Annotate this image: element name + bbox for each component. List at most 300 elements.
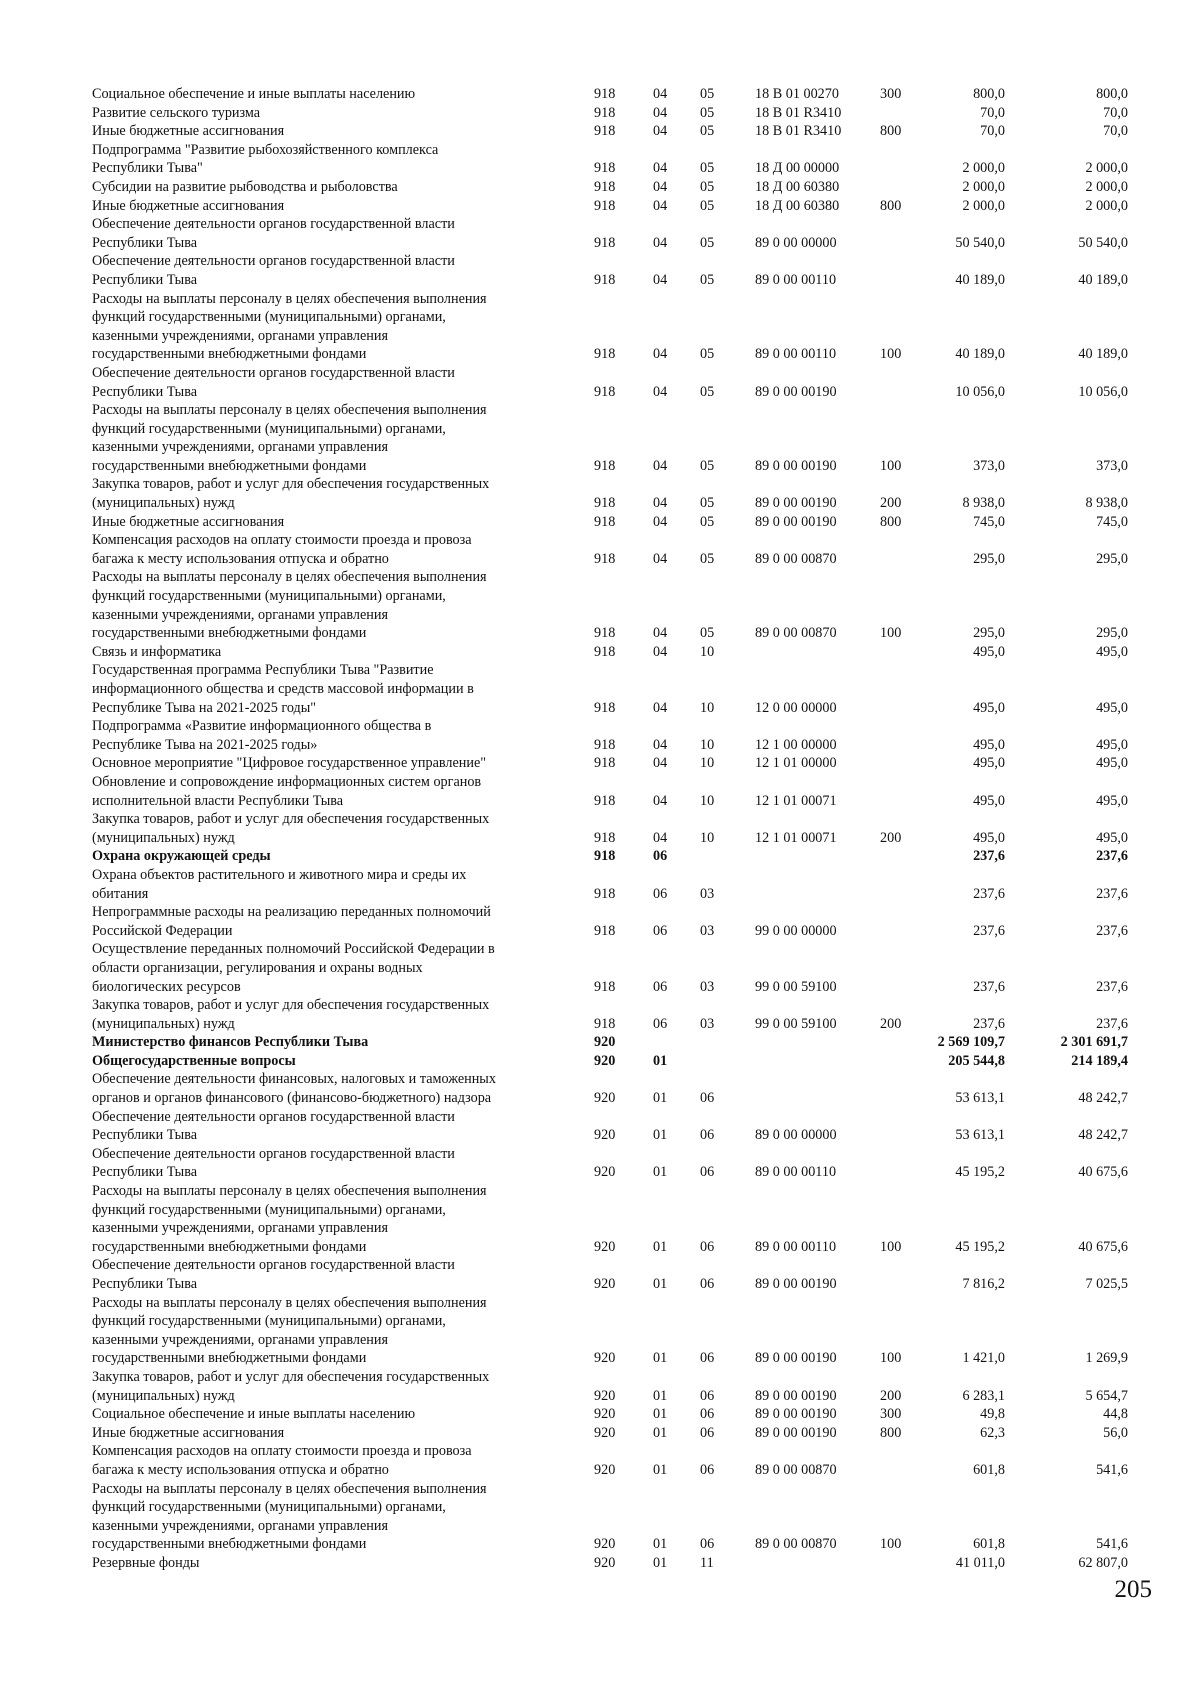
admin-code: 920 bbox=[594, 1424, 616, 1441]
row-name: Субсидии на развитие рыбоводства и рыболовства bbox=[92, 178, 398, 195]
target-article-code: 89 0 00 00870 bbox=[755, 625, 837, 642]
table-row bbox=[0, 1145, 1200, 1182]
row-name: Социальное обеспечение и иные выплаты населению bbox=[92, 1406, 416, 1423]
amount-year-2: 40 189,0 bbox=[1078, 271, 1128, 288]
row-name: Закупка товаров, работ и услуг для обеспечения государственных (муниципальных) нужд bbox=[92, 1368, 490, 1404]
expense-type-code: 200 bbox=[880, 1015, 902, 1032]
target-article-code: 99 0 00 59100 bbox=[755, 1015, 837, 1032]
table-row bbox=[0, 643, 1200, 662]
subsection-code: 05 bbox=[700, 234, 715, 251]
target-article-code: 89 0 00 00110 bbox=[755, 1238, 837, 1255]
subsection-code: 11 bbox=[700, 1554, 714, 1571]
section-code: 04 bbox=[653, 457, 668, 474]
amount-year-2: 237,6 bbox=[1096, 848, 1128, 865]
table-row bbox=[0, 475, 1200, 512]
subsection-code: 05 bbox=[700, 160, 715, 177]
section-code: 01 bbox=[653, 1536, 668, 1553]
table-row bbox=[0, 1108, 1200, 1145]
amount-year-2: 62 807,0 bbox=[1078, 1554, 1128, 1571]
target-article-code: 89 0 00 00190 bbox=[755, 1276, 837, 1292]
target-article-code: 89 0 00 00190 bbox=[755, 383, 837, 400]
row-name: Общегосударственные вопросы bbox=[92, 1052, 296, 1069]
row-name: Иные бюджетные ассигнования bbox=[92, 1424, 285, 1441]
target-article-code: 89 0 00 00000 bbox=[755, 1127, 837, 1144]
amount-year-2: 8 938,0 bbox=[1085, 495, 1128, 512]
amount-year-1: 295,0 bbox=[973, 625, 1005, 642]
subsection-code: 03 bbox=[700, 1015, 715, 1032]
amount-year-2: 237,6 bbox=[1096, 978, 1128, 995]
amount-year-1: 495,0 bbox=[973, 736, 1005, 753]
amount-year-1: 495,0 bbox=[973, 643, 1005, 660]
row-name: Обеспечение деятельности финансовых, налоговых и таможенных органов и органов финансового (финансово-бюджетного) надзора bbox=[92, 1071, 496, 1107]
amount-year-1: 237,6 bbox=[973, 1015, 1005, 1032]
table-row bbox=[0, 252, 1200, 289]
row-name: Непрограммные расходы на реализацию переданных полномочий Российской Федерации bbox=[92, 904, 491, 939]
row-name: Закупка товаров, работ и услуг для обеспечения государственных (муниципальных) нужд bbox=[92, 476, 490, 512]
row-name: Расходы на выплаты персоналу в целях обеспечения выполнения функций государственными (муниципальными) органами, казенными учреждениями, органами управления государственными внебюджетными фондами bbox=[92, 569, 487, 642]
amount-year-1: 62,3 bbox=[980, 1424, 1005, 1441]
section-code: 04 bbox=[653, 178, 668, 195]
row-name: Резервные фонды bbox=[92, 1554, 200, 1571]
table-row bbox=[0, 141, 1200, 178]
amount-year-2: 495,0 bbox=[1096, 736, 1128, 753]
row-name: Государственная программа Республики Тыва "Развитие информационного общества и средств массовой информации в Республике Тыва на 2021-2025 годы" bbox=[92, 662, 474, 716]
table-row bbox=[0, 1405, 1200, 1424]
table-row bbox=[0, 568, 1200, 642]
table-row bbox=[0, 513, 1200, 532]
page-number: 205 bbox=[1114, 1576, 1152, 1603]
amount-year-2: 40 675,6 bbox=[1078, 1164, 1128, 1181]
amount-year-2: 56,0 bbox=[1103, 1424, 1128, 1441]
target-article-code: 89 0 00 00190 bbox=[755, 1350, 837, 1367]
table-row bbox=[0, 531, 1200, 568]
amount-year-1: 295,0 bbox=[973, 550, 1005, 567]
expense-type-code: 100 bbox=[880, 457, 902, 474]
amount-year-1: 495,0 bbox=[973, 792, 1005, 809]
section-code: 04 bbox=[653, 383, 668, 400]
subsection-code: 10 bbox=[700, 699, 715, 716]
table-row bbox=[0, 810, 1200, 847]
target-article-code: 89 0 00 00000 bbox=[755, 234, 837, 251]
section-code: 06 bbox=[653, 922, 668, 939]
target-article-code: 18 В 01 R3410 bbox=[755, 123, 842, 140]
admin-code: 918 bbox=[594, 234, 616, 251]
subsection-code: 05 bbox=[700, 86, 715, 102]
admin-code: 918 bbox=[594, 104, 616, 121]
subsection-code: 05 bbox=[700, 271, 715, 288]
row-name: Расходы на выплаты персоналу в целях обеспечения выполнения функций государственными (муниципальными) органами, казенными учреждениями, органами управления государственными внебюджетными фондами bbox=[92, 1294, 487, 1367]
subsection-code: 06 bbox=[700, 1406, 715, 1423]
amount-year-2: 295,0 bbox=[1096, 625, 1128, 642]
amount-year-1: 601,8 bbox=[973, 1461, 1005, 1478]
admin-code: 920 bbox=[594, 1387, 616, 1404]
subsection-code: 10 bbox=[700, 792, 715, 809]
amount-year-1: 237,6 bbox=[973, 922, 1005, 939]
row-name: Закупка товаров, работ и услуг для обеспечения государственных (муниципальных) нужд bbox=[92, 997, 490, 1032]
admin-code: 918 bbox=[594, 495, 616, 512]
target-article-code: 89 0 00 00190 bbox=[755, 1424, 837, 1441]
table-row bbox=[0, 178, 1200, 197]
section-code: 04 bbox=[653, 160, 668, 177]
expense-type-code: 100 bbox=[880, 1350, 902, 1367]
table-row bbox=[0, 717, 1200, 754]
admin-code: 920 bbox=[594, 1406, 616, 1423]
amount-year-2: 2 000,0 bbox=[1085, 178, 1128, 195]
admin-code: 920 bbox=[594, 1276, 616, 1292]
amount-year-1: 41 011,0 bbox=[955, 1554, 1005, 1571]
amount-year-2: 1 269,9 bbox=[1085, 1350, 1128, 1367]
expense-type-code: 100 bbox=[880, 1536, 902, 1553]
section-code: 04 bbox=[653, 736, 668, 753]
target-article-code: 89 0 00 00110 bbox=[755, 346, 837, 363]
table-row bbox=[0, 1424, 1200, 1443]
subsection-code: 06 bbox=[700, 1387, 715, 1404]
target-article-code: 12 1 01 00000 bbox=[755, 755, 837, 772]
admin-code: 918 bbox=[594, 513, 616, 530]
table-row bbox=[0, 847, 1200, 866]
admin-code: 918 bbox=[594, 383, 616, 400]
row-name: Развитие сельского туризма bbox=[92, 104, 261, 121]
admin-code: 920 bbox=[594, 1238, 616, 1255]
section-code: 04 bbox=[653, 197, 668, 214]
table-row bbox=[0, 290, 1200, 364]
admin-code: 920 bbox=[594, 1554, 616, 1571]
table-row bbox=[0, 1052, 1200, 1071]
amount-year-1: 40 189,0 bbox=[955, 346, 1005, 363]
section-code: 01 bbox=[653, 1350, 668, 1367]
admin-code: 920 bbox=[594, 1350, 616, 1367]
section-code: 01 bbox=[653, 1406, 668, 1423]
section-code: 04 bbox=[653, 625, 668, 642]
subsection-code: 10 bbox=[700, 736, 715, 753]
budget-table bbox=[0, 85, 1200, 1573]
subsection-code: 06 bbox=[700, 1238, 715, 1255]
row-name: Министерство финансов Республики Тыва bbox=[92, 1034, 369, 1051]
amount-year-2: 10 056,0 bbox=[1078, 383, 1128, 400]
amount-year-1: 10 056,0 bbox=[955, 383, 1005, 400]
subsection-code: 05 bbox=[700, 383, 715, 400]
target-article-code: 89 0 00 00110 bbox=[755, 1164, 837, 1181]
target-article-code: 89 0 00 00190 bbox=[755, 1387, 837, 1404]
table-row bbox=[0, 1070, 1200, 1107]
expense-type-code: 300 bbox=[880, 1406, 902, 1423]
row-name: Иные бюджетные ассигнования bbox=[92, 197, 285, 214]
row-name: Расходы на выплаты персоналу в целях обеспечения выполнения функций государственными (муниципальными) органами, казенными учреждениями, органами управления государственными внебюджетными фондами bbox=[92, 1480, 487, 1553]
amount-year-1: 1 421,0 bbox=[962, 1350, 1005, 1367]
section-code: 01 bbox=[653, 1424, 668, 1441]
section-code: 01 bbox=[653, 1387, 668, 1404]
subsection-code: 05 bbox=[700, 178, 715, 195]
subsection-code: 03 bbox=[700, 885, 715, 902]
target-article-code: 18 Д 00 60380 bbox=[755, 197, 840, 214]
table-row bbox=[0, 1368, 1200, 1405]
admin-code: 918 bbox=[594, 922, 616, 939]
amount-year-1: 2 000,0 bbox=[962, 178, 1005, 195]
amount-year-1: 2 000,0 bbox=[962, 160, 1005, 177]
target-article-code: 18 В 01 00270 bbox=[755, 86, 839, 102]
expense-type-code: 200 bbox=[880, 1387, 902, 1404]
row-name: Осуществление переданных полномочий Российской Федерации в области организации, регулирования и охраны водных биологических ресурсов bbox=[92, 941, 495, 995]
admin-code: 920 bbox=[594, 1052, 616, 1069]
expense-type-code: 800 bbox=[880, 1424, 902, 1441]
amount-year-1: 45 195,2 bbox=[955, 1164, 1005, 1181]
amount-year-2: 50 540,0 bbox=[1078, 234, 1128, 251]
section-code: 04 bbox=[653, 550, 668, 567]
amount-year-1: 237,6 bbox=[973, 848, 1005, 865]
row-name: Обеспечение деятельности органов государственной власти Республики Тыва bbox=[92, 216, 455, 251]
section-code: 01 bbox=[653, 1164, 668, 1181]
amount-year-1: 8 938,0 bbox=[962, 495, 1005, 512]
expense-type-code: 800 bbox=[880, 513, 902, 530]
row-name: Иные бюджетные ассигнования bbox=[92, 513, 285, 530]
subsection-code: 05 bbox=[700, 513, 715, 530]
section-code: 04 bbox=[653, 104, 668, 121]
amount-year-1: 495,0 bbox=[973, 829, 1005, 846]
target-article-code: 99 0 00 00000 bbox=[755, 922, 837, 939]
section-code: 04 bbox=[653, 513, 668, 530]
table-row bbox=[0, 215, 1200, 252]
amount-year-1: 2 569 109,7 bbox=[937, 1034, 1005, 1051]
subsection-code: 05 bbox=[700, 550, 715, 567]
subsection-code: 10 bbox=[700, 755, 715, 772]
section-code: 01 bbox=[653, 1238, 668, 1255]
section-code: 04 bbox=[653, 123, 668, 140]
admin-code: 918 bbox=[594, 86, 616, 102]
target-article-code: 89 0 00 00870 bbox=[755, 1536, 837, 1553]
admin-code: 920 bbox=[594, 1090, 616, 1107]
amount-year-1: 205 544,8 bbox=[948, 1052, 1005, 1069]
amount-year-2: 44,8 bbox=[1103, 1406, 1128, 1423]
amount-year-1: 40 189,0 bbox=[955, 271, 1005, 288]
subsection-code: 06 bbox=[700, 1090, 715, 1107]
table-row bbox=[0, 364, 1200, 401]
amount-year-2: 495,0 bbox=[1096, 699, 1128, 716]
amount-year-2: 295,0 bbox=[1096, 550, 1128, 567]
row-name: Подпрограмма «Развитие информационного общества в Республике Тыва на 2021-2025 годы» bbox=[92, 718, 432, 753]
amount-year-2: 40 189,0 bbox=[1078, 346, 1128, 363]
amount-year-1: 373,0 bbox=[973, 457, 1005, 474]
subsection-code: 06 bbox=[700, 1276, 715, 1292]
table-row bbox=[0, 1294, 1200, 1368]
table-row bbox=[0, 903, 1200, 940]
row-name: Обеспечение деятельности органов государственной власти Республики Тыва bbox=[92, 1145, 455, 1181]
amount-year-2: 5 654,7 bbox=[1085, 1387, 1128, 1404]
table-row bbox=[0, 773, 1200, 810]
section-code: 06 bbox=[653, 885, 668, 902]
table-row bbox=[0, 1256, 1200, 1293]
target-article-code: 12 1 00 00000 bbox=[755, 736, 837, 753]
admin-code: 920 bbox=[594, 1127, 616, 1144]
row-name: Расходы на выплаты персоналу в целях обеспечения выполнения функций государственными (муниципальными) органами, казенными учреждениями, органами управления государственными внебюджетными фондами bbox=[92, 290, 487, 363]
table-row bbox=[0, 940, 1200, 996]
amount-year-2: 373,0 bbox=[1096, 457, 1128, 474]
admin-code: 918 bbox=[594, 736, 616, 753]
subsection-code: 05 bbox=[700, 197, 715, 214]
section-code: 04 bbox=[653, 346, 668, 363]
target-article-code: 89 0 00 00870 bbox=[755, 550, 837, 567]
amount-year-2: 495,0 bbox=[1096, 792, 1128, 809]
expense-type-code: 100 bbox=[880, 1238, 902, 1255]
subsection-code: 06 bbox=[700, 1164, 715, 1181]
section-code: 04 bbox=[653, 643, 668, 660]
section-code: 01 bbox=[653, 1461, 668, 1478]
admin-code: 918 bbox=[594, 792, 616, 809]
section-code: 04 bbox=[653, 829, 668, 846]
row-name: Компенсация расходов на оплату стоимости проезда и провоза багажа к месту использования отпуска и обратно bbox=[92, 1443, 472, 1478]
admin-code: 920 bbox=[594, 1034, 616, 1051]
row-name: Охрана окружающей среды bbox=[92, 848, 271, 865]
amount-year-2: 541,6 bbox=[1096, 1536, 1128, 1553]
table-row bbox=[0, 122, 1200, 141]
amount-year-1: 53 613,1 bbox=[955, 1127, 1005, 1144]
admin-code: 920 bbox=[594, 1536, 616, 1553]
row-name: Социальное обеспечение и иные выплаты населению bbox=[92, 86, 416, 102]
target-article-code: 89 0 00 00190 bbox=[755, 495, 837, 512]
amount-year-2: 495,0 bbox=[1096, 829, 1128, 846]
subsection-code: 06 bbox=[700, 1127, 715, 1144]
admin-code: 918 bbox=[594, 1015, 616, 1032]
row-name: Связь и информатика bbox=[92, 643, 222, 660]
amount-year-1: 495,0 bbox=[973, 755, 1005, 772]
amount-year-2: 745,0 bbox=[1096, 513, 1128, 530]
admin-code: 918 bbox=[594, 271, 616, 288]
amount-year-2: 7 025,5 bbox=[1085, 1276, 1128, 1292]
section-code: 06 bbox=[653, 848, 668, 865]
amount-year-2: 48 242,7 bbox=[1078, 1127, 1128, 1144]
amount-year-2: 2 000,0 bbox=[1085, 197, 1128, 214]
admin-code: 918 bbox=[594, 978, 616, 995]
section-code: 04 bbox=[653, 792, 668, 809]
amount-year-1: 70,0 bbox=[980, 104, 1005, 121]
amount-year-2: 70,0 bbox=[1103, 104, 1128, 121]
section-code: 04 bbox=[653, 699, 668, 716]
subsection-code: 06 bbox=[700, 1424, 715, 1441]
subsection-code: 05 bbox=[700, 104, 715, 121]
row-name: Закупка товаров, работ и услуг для обеспечения государственных (муниципальных) нужд bbox=[92, 811, 490, 846]
section-code: 04 bbox=[653, 755, 668, 772]
amount-year-2: 541,6 bbox=[1096, 1461, 1128, 1478]
subsection-code: 05 bbox=[700, 123, 715, 140]
target-article-code: 12 1 01 00071 bbox=[755, 792, 837, 809]
subsection-code: 05 bbox=[700, 457, 715, 474]
amount-year-1: 237,6 bbox=[973, 978, 1005, 995]
amount-year-2: 237,6 bbox=[1096, 922, 1128, 939]
amount-year-2: 48 242,7 bbox=[1078, 1090, 1128, 1107]
admin-code: 918 bbox=[594, 625, 616, 642]
admin-code: 918 bbox=[594, 829, 616, 846]
amount-year-1: 2 000,0 bbox=[962, 197, 1005, 214]
subsection-code: 03 bbox=[700, 922, 715, 939]
expense-type-code: 300 bbox=[880, 86, 902, 102]
expense-type-code: 800 bbox=[880, 197, 902, 214]
section-code: 06 bbox=[653, 978, 668, 995]
amount-year-2: 70,0 bbox=[1103, 123, 1128, 140]
amount-year-2: 495,0 bbox=[1096, 643, 1128, 660]
admin-code: 918 bbox=[594, 848, 616, 865]
row-name: Обновление и сопровождение информационных систем органов исполнительной власти Республики Тыва bbox=[92, 773, 482, 809]
subsection-code: 06 bbox=[700, 1536, 715, 1553]
amount-year-2: 237,6 bbox=[1096, 885, 1128, 902]
amount-year-1: 495,0 bbox=[973, 699, 1005, 716]
expense-type-code: 100 bbox=[880, 625, 902, 642]
row-name: Обеспечение деятельности органов государственной власти Республики Тыва bbox=[92, 364, 455, 400]
expense-type-code: 200 bbox=[880, 495, 902, 512]
section-code: 04 bbox=[653, 271, 668, 288]
amount-year-1: 49,8 bbox=[980, 1406, 1005, 1423]
table-row bbox=[0, 197, 1200, 216]
amount-year-2: 800,0 bbox=[1096, 86, 1128, 102]
target-article-code: 18 Д 00 00000 bbox=[755, 160, 840, 177]
row-name: Компенсация расходов на оплату стоимости проезда и провоза багажа к месту использования отпуска и обратно bbox=[92, 532, 472, 567]
subsection-code: 06 bbox=[700, 1461, 715, 1478]
amount-year-2: 2 000,0 bbox=[1085, 160, 1128, 177]
subsection-code: 05 bbox=[700, 495, 715, 512]
amount-year-2: 495,0 bbox=[1096, 755, 1128, 772]
subsection-code: 05 bbox=[700, 625, 715, 642]
section-code: 04 bbox=[653, 234, 668, 251]
row-name: Иные бюджетные ассигнования bbox=[92, 123, 285, 140]
target-article-code: 89 0 00 00190 bbox=[755, 513, 837, 530]
row-name: Расходы на выплаты персоналу в целях обеспечения выполнения функций государственными (муниципальными) органами, казенными учреждениями, органами управления государственными внебюджетными фондами bbox=[92, 1183, 487, 1255]
amount-year-2: 214 189,4 bbox=[1071, 1052, 1128, 1069]
expense-type-code: 100 bbox=[880, 346, 902, 363]
target-article-code: 18 Д 00 60380 bbox=[755, 178, 840, 195]
table-row bbox=[0, 996, 1200, 1033]
table-row bbox=[0, 104, 1200, 123]
subsection-code: 06 bbox=[700, 1350, 715, 1367]
target-article-code: 89 0 00 00110 bbox=[755, 271, 837, 288]
amount-year-1: 6 283,1 bbox=[962, 1387, 1005, 1404]
amount-year-1: 45 195,2 bbox=[955, 1238, 1005, 1255]
row-name: Охрана объектов растительного и животного мира и среды их обитания bbox=[92, 866, 467, 902]
section-code: 01 bbox=[653, 1052, 668, 1069]
amount-year-1: 53 613,1 bbox=[955, 1090, 1005, 1107]
target-article-code: 12 1 01 00071 bbox=[755, 829, 837, 846]
row-name: Обеспечение деятельности органов государственной власти Республики Тыва bbox=[92, 1257, 455, 1292]
admin-code: 918 bbox=[594, 346, 616, 363]
expense-type-code: 200 bbox=[880, 829, 902, 846]
table-row bbox=[0, 866, 1200, 903]
section-code: 01 bbox=[653, 1276, 668, 1292]
section-code: 01 bbox=[653, 1090, 668, 1107]
admin-code: 918 bbox=[594, 160, 616, 177]
subsection-code: 05 bbox=[700, 346, 715, 363]
target-article-code: 89 0 00 00190 bbox=[755, 457, 837, 474]
amount-year-1: 237,6 bbox=[973, 885, 1005, 902]
amount-year-2: 2 301 691,7 bbox=[1060, 1034, 1128, 1051]
target-article-code: 12 0 00 00000 bbox=[755, 699, 837, 716]
admin-code: 918 bbox=[594, 643, 616, 660]
expense-type-code: 800 bbox=[880, 123, 902, 140]
subsection-code: 03 bbox=[700, 978, 715, 995]
section-code: 04 bbox=[653, 495, 668, 512]
table-row bbox=[0, 1033, 1200, 1052]
row-name: Подпрограмма "Развитие рыбохозяйственного комплекса Республики Тыва" bbox=[92, 141, 439, 177]
amount-year-1: 70,0 bbox=[980, 123, 1005, 140]
amount-year-1: 745,0 bbox=[973, 513, 1005, 530]
admin-code: 918 bbox=[594, 178, 616, 195]
admin-code: 918 bbox=[594, 123, 616, 140]
amount-year-1: 7 816,2 bbox=[962, 1276, 1005, 1292]
row-name: Расходы на выплаты персоналу в целях обеспечения выполнения функций государственными (муниципальными) органами, казенными учреждениями, органами управления государственными внебюджетными фондами bbox=[92, 402, 487, 474]
target-article-code: 89 0 00 00870 bbox=[755, 1461, 837, 1478]
target-article-code: 18 В 01 R3410 bbox=[755, 104, 842, 121]
admin-code: 918 bbox=[594, 457, 616, 474]
table-row bbox=[0, 1442, 1200, 1479]
admin-code: 918 bbox=[594, 755, 616, 772]
table-row bbox=[0, 661, 1200, 717]
section-code: 06 bbox=[653, 1015, 668, 1032]
